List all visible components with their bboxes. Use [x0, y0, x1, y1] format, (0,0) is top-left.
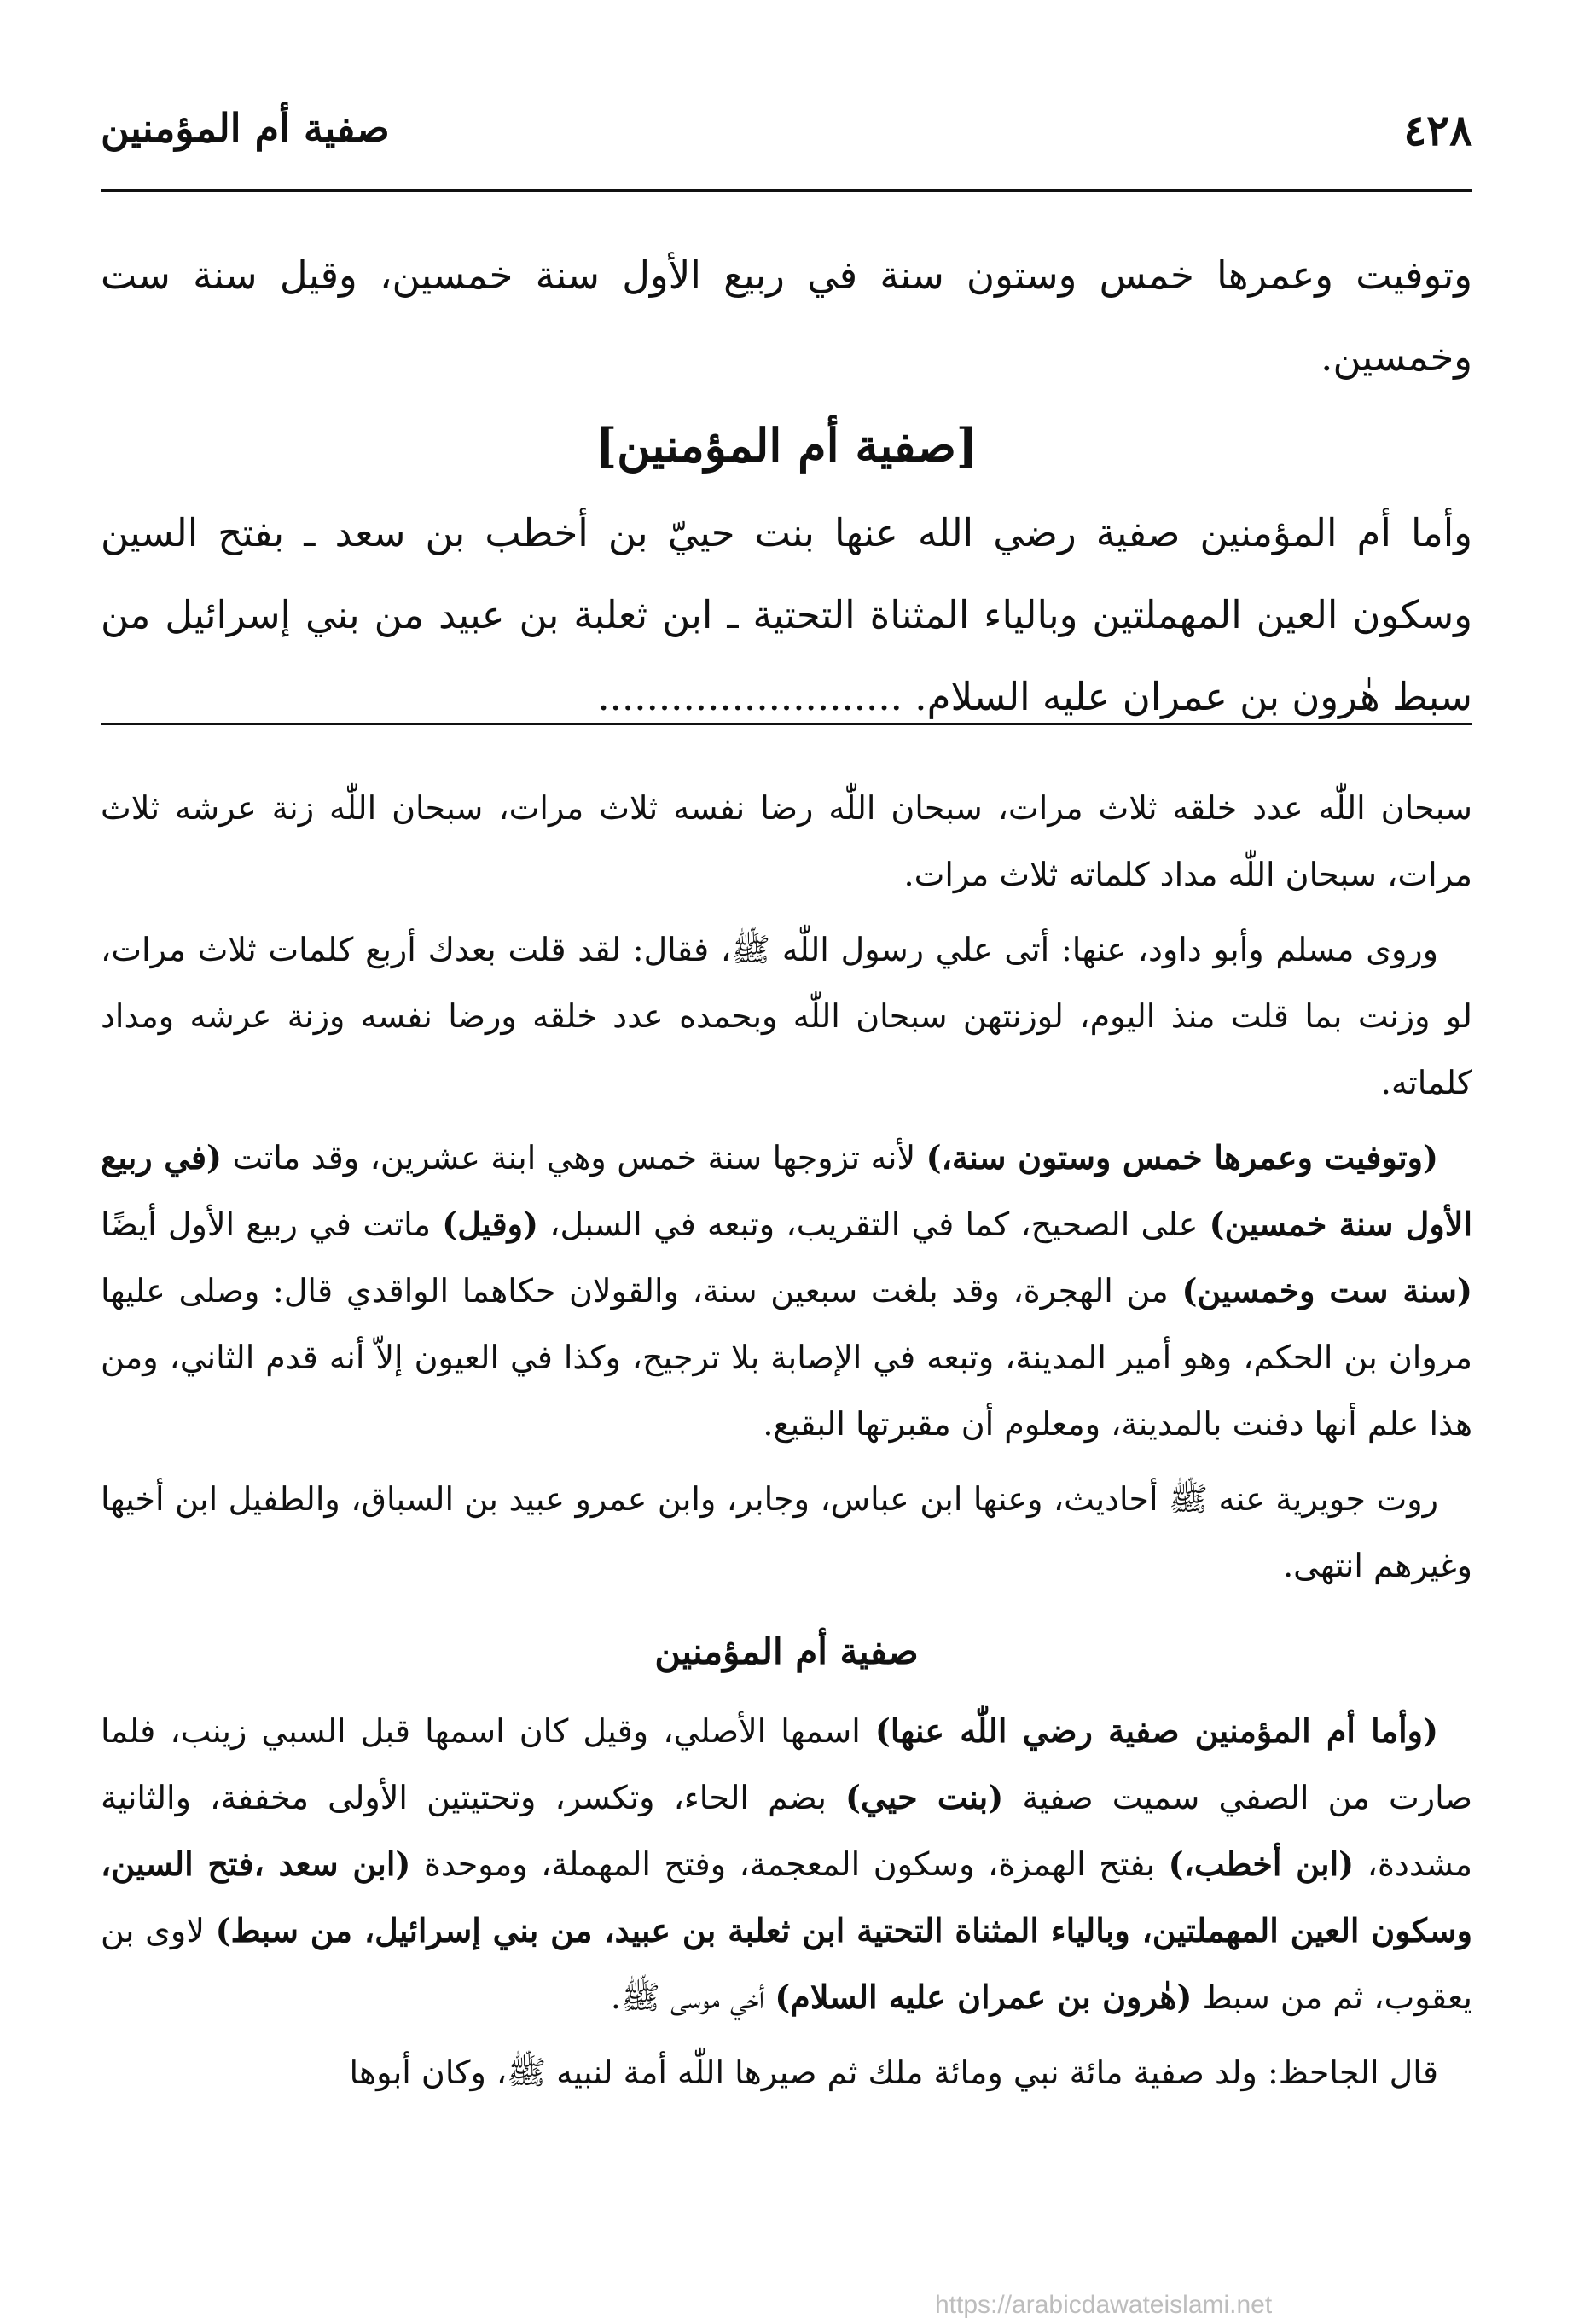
- commentary-text-span: بضم الحاء، وتكسر، وتحتيتين الأولى مخففة، والثانية مشددة،: [101, 1779, 1473, 1883]
- commentary-paragraph-4: روت جويرية عنه ﷺ أحاديث، وعنها ابن عباس، وجابر، وابن عمرو عبيد بن السباق، والطفيل ابن أخيها وغيرهم انتهى.: [101, 1480, 1472, 1584]
- watermark-url: https://arabicdawateislami.net: [935, 2291, 1273, 2319]
- commentary-text-span: من الهجرة، وقد بلغت سبعين سنة، والقولان حكاهما الواقدي قال: وصلى عليها مروان بن الحكم، وهو أمير المدينة، وتبعه في الإصابة بلا ترجيح، وكذا في العيون إلاّ أنه قدم الثاني، ومن هذا علم أنها دفنت بالمدينة، ومعلوم أن مقبرتها البقيع.: [101, 1272, 1472, 1443]
- quoted-text: (سنة ست وخمسين): [1181, 1271, 1472, 1310]
- quoted-text: (وقيل): [442, 1205, 538, 1243]
- main-paragraph-2: [101, 492, 1472, 738]
- commentary-text-span: لاوى بن يعقوب، ثم من سبط: [101, 1912, 1472, 2016]
- quoted-text: (ابن سعد ،فتح السين، وسكون العين المهملتين، وبالياء المثناة التحتية ابن ثعلبة بن عبيد، من بني إسرائيل، من سبط): [101, 1845, 1472, 1949]
- commentary-paragraph-3: [101, 1124, 1472, 1457]
- commentary-paragraph-6: قال الجاحظ: ولد صفية مائة نبي ومائة ملك ثم صيرها اللّٰه أمة لنبيه ﷺ، وكان أبوها: [349, 2054, 1438, 2091]
- quoted-text: (وتوفيت وعمرها خمس وستون سنة،): [926, 1138, 1438, 1177]
- main-paragraph-2-text: وأما أم المؤمنين صفية رضي الله عنها بنت حييّ بن أخطب بن سعد ـ بفتح السين وسكون العين المهملتين وبالياء المثناة التحتية ـ ابن ثعلبة بن عبيد من بني إسرائيل من سبط هٰرون بن عمران عليه السلام.: [101, 510, 1472, 719]
- commentary-text-span: اسمها الأصلي، وقيل كان اسمها قبل السبي زينب، فلما صارت من الصفي سميت صفية: [101, 1712, 1472, 1816]
- commentary-paragraph-2: وروى مسلم وأبو داود، عنها: أتى علي رسول اللّٰه ﷺ، فقال: لقد قلت بعدك أربع كلمات ثلاث مرات، لو وزنت بما قلت منذ اليوم، لوزنتهن سبحان اللّٰه وبحمده عدد خلقه ورضا نفسه وزنة عرشه ومداد كلماته.: [101, 931, 1472, 1101]
- commentary-paragraph-5: [101, 1698, 1472, 2031]
- ellipsis-dots: .........................: [597, 674, 903, 719]
- commentary-text-span: ماتت في ربيع الأول أيضًا: [101, 1206, 443, 1243]
- page-header: [101, 98, 1472, 166]
- footnote-divider: [101, 723, 1472, 725]
- page-number: ٤٢٨: [1403, 105, 1472, 155]
- commentary-text: [101, 775, 1472, 2114]
- section-heading: [صفية أم المؤمنين]: [595, 418, 978, 473]
- commentary-text-span: بفتح الهمزة، وسكون المعجمة، وفتح المهملة، وموحدة: [410, 1845, 1169, 1883]
- main-text: [101, 235, 1472, 738]
- quoted-text: (ابن أخطب،): [1168, 1845, 1355, 1883]
- running-title: صفية أم المؤمنين: [101, 105, 390, 151]
- header-divider: [101, 189, 1472, 192]
- quoted-text: (بنت حيي): [845, 1778, 1004, 1816]
- quoted-text: (في ربيع الأول سنة خمسين): [101, 1138, 1472, 1243]
- commentary-text-span: لأنه تزوجها سنة خمس وهي ابنة عشرين، وقد ماتت: [222, 1139, 926, 1177]
- quoted-text: (وأما أم المؤمنين صفية رضي اللّٰه عنها): [874, 1711, 1438, 1750]
- commentary-heading: صفية أم المؤمنين: [654, 1630, 919, 1672]
- quoted-text: (هٰرون بن عمران عليه السلام): [775, 1978, 1193, 2016]
- commentary-text-span: أخي موسى ﷺ.: [610, 1978, 775, 2016]
- commentary-paragraph-1: سبحان اللّٰه عدد خلقه ثلاث مرات، سبحان اللّٰه رضا نفسه ثلاث مرات، سبحان اللّٰه زنة عرشه ثلاث مرات، سبحان اللّٰه مداد كلماته ثلاث مرات.: [101, 789, 1472, 893]
- commentary-text-span: على الصحيح، كما في التقريب، وتبعه في السبل،: [537, 1206, 1210, 1243]
- main-paragraph-1: وتوفيت وعمرها خمس وستون سنة في ربيع الأول سنة خمسين، وقيل سنة ست وخمسين.: [101, 253, 1472, 380]
